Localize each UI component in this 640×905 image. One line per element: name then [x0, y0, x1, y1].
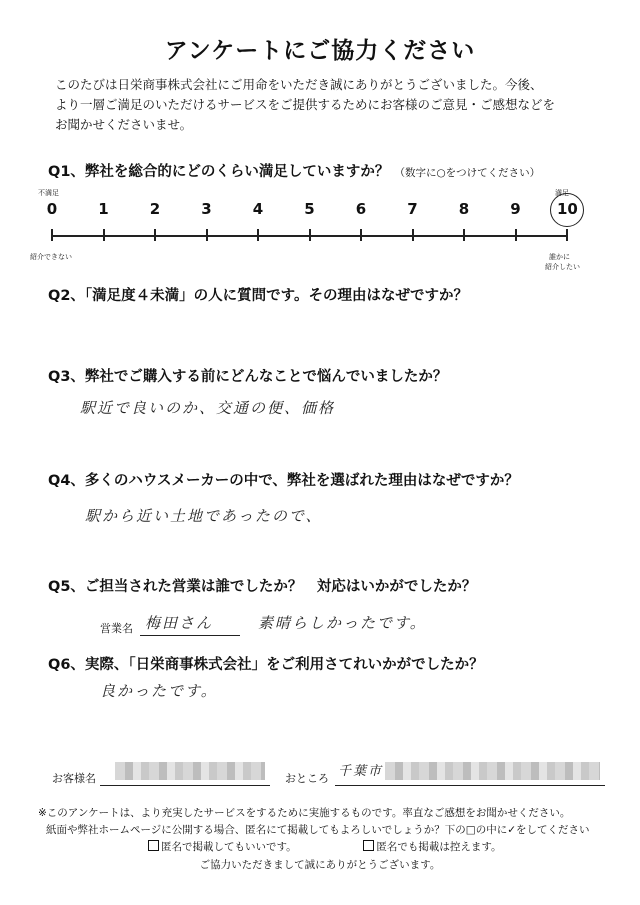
option-anonymous-label: 匿名で掲載してもいいです。 [161, 841, 297, 853]
scale-tick [309, 229, 311, 241]
scale-number-6[interactable]: 6 [355, 200, 367, 218]
intro-line: このたびは日栄商事株式会社にご用命をいただき誠にありがとうございました。今後、 [55, 77, 543, 92]
question-1-text: Q1、弊社を総合的にどのくらい満足していますか？ [48, 164, 390, 180]
selected-answer-circle [550, 193, 584, 227]
scale-tick [103, 229, 105, 241]
answer-3[interactable]: 駅近で良いのか、交通の便、価格 [80, 399, 336, 417]
question-1 [48, 160, 540, 181]
question-2: Q2、「満足度４未満」の人に質問です。その理由はなぜですか？ [48, 288, 469, 304]
address-redacted [385, 762, 600, 780]
address-prefix[interactable]: 千葉市 [338, 764, 384, 779]
scale-number-0[interactable]: 0 [46, 200, 58, 218]
intro-line: より一層ご満足のいただけるサービスをご提供するためにお客様のご意見・ご感想などを [55, 97, 556, 112]
scale-label-cannot-recommend: 紹介できない [30, 253, 72, 261]
question-1-note: （数字に○をつけてください） [394, 167, 541, 179]
scale-number-2[interactable]: 2 [149, 200, 161, 218]
staff-name[interactable]: 梅田さん [145, 614, 214, 632]
scale-number-5[interactable]: 5 [304, 200, 315, 218]
answer-6[interactable]: 良かったです。 [100, 682, 218, 700]
footer-line-2: 紙面や弊社ホームページに公開する場合、匿名にて掲載してもよろしいでしょうか？下の□の中に✓をしてください [46, 824, 590, 836]
scale-number-4[interactable]: 4 [252, 200, 264, 218]
checkbox-anonymous[interactable] [148, 840, 159, 851]
customer-name-label: お客様名 [52, 772, 96, 785]
scale-tick [154, 229, 156, 241]
option-no-publish[interactable] [363, 841, 501, 853]
thanks-message: ご協力いただきまして誠にありがとうございます。 [199, 859, 441, 871]
scale-number-9[interactable]: 9 [510, 200, 521, 218]
address-label: おところ [285, 772, 329, 785]
answer-4[interactable]: 駅から近い土地であったので、 [85, 507, 323, 525]
footer-line-1: ※このアンケートは、より充実したサービスをするために実施するものです。率直なご感想をお聞かせください。 [38, 807, 571, 819]
option-no-publish-label: 匿名でも掲載は控えます。 [376, 841, 502, 853]
scale-tick [566, 229, 568, 241]
question-4: Q4、多くのハウスメーカーの中で、弊社を選ばれた理由はなぜですか？ [48, 473, 519, 489]
scale-tick [257, 229, 259, 241]
scale-tick [360, 229, 362, 241]
question-5: Q5、ご担当された営業は誰でしたか？ 対応はいかがでしたか？ [48, 579, 477, 595]
footer-notice [38, 805, 618, 856]
answer-5[interactable]: 素晴らしかったです。 [258, 614, 427, 632]
scale-tick [463, 229, 465, 241]
scale-number-3[interactable]: 3 [201, 200, 212, 218]
staff-name-underline [140, 635, 240, 636]
address-underline [335, 785, 605, 786]
scale-tick [412, 229, 414, 241]
customer-name-redacted [115, 762, 265, 780]
scale-label-recommend-1: 誰かに [549, 253, 570, 261]
scale-label-recommend-2: 紹介したい [545, 263, 580, 271]
question-3: Q3、弊社でご購入する前にどんなことで悩んでいましたか？ [48, 369, 448, 385]
scale-tick [206, 229, 208, 241]
scale-number-7[interactable]: 7 [407, 200, 418, 218]
scale-number-10[interactable]: 10 [557, 200, 578, 218]
checkbox-no-publish[interactable] [363, 840, 374, 851]
page-title: アンケートにご協力ください [164, 38, 476, 64]
scale-label-dissatisfied: 不満足 [38, 189, 59, 197]
option-anonymous[interactable] [148, 841, 297, 853]
intro-line: お聞かせくださいませ。 [55, 117, 193, 132]
scale-tick [515, 229, 517, 241]
question-6: Q6、実際、「日栄商事株式会社」をご利用さてれいかがでしたか？ [48, 657, 484, 673]
staff-label: 営業名 [100, 622, 133, 635]
scale-number-8[interactable]: 8 [458, 200, 470, 218]
intro-text [55, 75, 615, 135]
publish-options [38, 839, 618, 856]
scale-number-1[interactable]: 1 [98, 200, 109, 218]
scale-label-satisfied: 満足 [555, 189, 569, 197]
customer-name-underline [100, 785, 270, 786]
scale-tick [51, 229, 53, 241]
